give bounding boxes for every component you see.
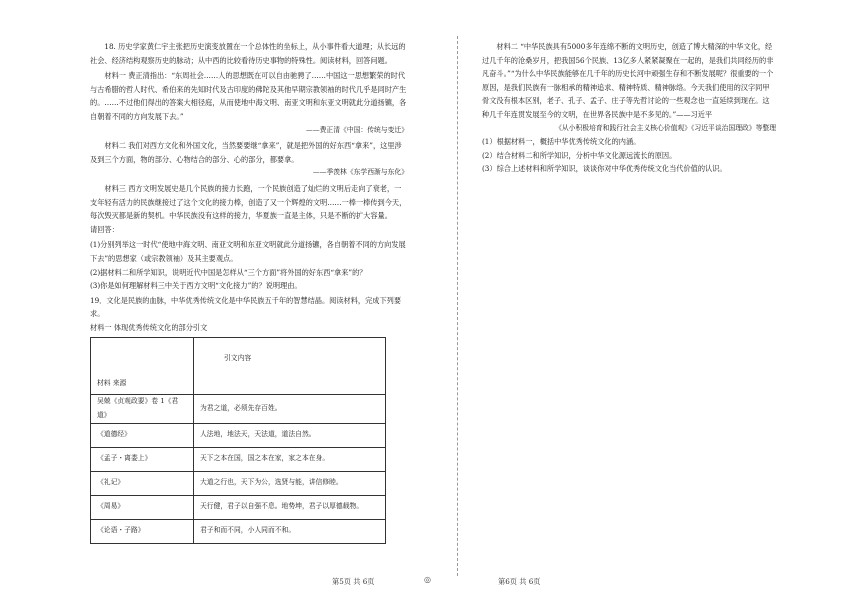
page-number-right: 第6页 共 6页 (498, 577, 541, 586)
q18-material-2-source: ——季羡林《东学西渐与东化》 (312, 168, 408, 177)
table-cell-source: 《论语・子路》 (91, 519, 194, 543)
q19-sub-question-2: (2）结合材料二和所学知识，分析中华文化源远流长的原因。 (482, 150, 677, 160)
table-cell-source: 《孟子・离娄上》 (91, 447, 194, 471)
table-cell-source: 《礼记》 (91, 471, 194, 495)
q18-material-1: 材料一 费正清指出：“东周社会……人的思想既在可以自由驰骋了……中国这一思想繁荣的时代与古希腊的哲人时代、希伯来的先知时代及古印度的佛陀及其他早期宗教领袖的时代几乎是同时产生的。……不过他们得出的答案大相径庭，从而使地中海文明、南亚文明和东亚文明就此分道扬镳，各自朝着不同的方向发展下去。” (90, 71, 407, 121)
page-number-left: 第5页 共 6页 (332, 577, 375, 586)
table-cell-content: 为君之道，必须先存百姓。 (194, 395, 386, 423)
left-column (90, 40, 408, 544)
table-row (91, 519, 386, 543)
q18-material-3: 材料三 西方文明发展史是几个民族的接力长跑，一个民族创造了灿烂的文明后走向了衰老，一支年轻有活力的民族继接过了这个文化的接力棒，创造了又一个辉煌的文明……一棒一棒传到今天，每次毁灭都是新的契机。中华民族没有这样的接力，华夏族一直是主体，只是不断的扩大容量。 (90, 183, 407, 221)
table-cell-content: 天下之本在国，国之本在家，家之本在身。 (194, 447, 386, 471)
q19-stem: 19．文化是民族的血脉，中华优秀传统文化是中华民族五千年的智慧结晶。阅读材料，完成下列要求。 (90, 295, 402, 319)
table-row (91, 447, 386, 471)
binding-hole-icon: ◎ (424, 575, 431, 584)
q19-material-1-title: 材料一 体现优秀传统文化的部分引文 (90, 322, 208, 332)
page-right (430, 0, 860, 608)
q18-material-2: 材料二 我们对西方文化和外国文化，当然要要继“拿来”，就是把外国的好东西“拿来”，这里涉及到三个方面，物的部分、心物结合的部分、心的部分，都要拿。 (90, 141, 402, 164)
table-row (91, 471, 386, 495)
table-cell-content: 大道之行也，天下为公，选贤与能，讲信修睦。 (194, 471, 386, 495)
right-column (482, 40, 776, 176)
table-row (91, 495, 386, 519)
q18-sub-question-3: (3)你是如何理解材料三中关于西方文明“文化接力”的？说明理由。 (90, 281, 302, 291)
q19-material-2-source: 《从小积极培育和践行社会主义核心价值观》《习近平谈治国理政》等整理 (555, 123, 776, 132)
quote-table (90, 337, 386, 543)
table-row (91, 395, 386, 423)
table-header-row (91, 338, 386, 395)
q19-sub-question-3: (3）综合上述材料和所学知识，谈谈你对中华优秀传统文化当代价值的认识。 (482, 164, 727, 174)
q18-material-1-source: ——费正清《中国：传统与变迁》 (306, 125, 408, 134)
table-row (91, 423, 386, 447)
q18-ask-label: 请回答： (90, 224, 119, 234)
q19-sub-question-1: (1）根据材料一，概括中华优秀传统文化的内涵。 (482, 137, 641, 147)
table-cell-source: 吴兢《贞观政要》卷 1《君道》 (91, 395, 194, 423)
table-cell-content: 天行健，君子以自强不息。地势坤，君子以厚德载物。 (194, 495, 386, 519)
q18-stem: 18. 历史学家黄仁宇主张把历史演变放置在一个总体性的坐标上，从小事件看大道理；从长远的社会、经济结构观察历史的脉动；从中西的比较看待历史事物的特殊性。阅读材料，回答问题。 (90, 42, 406, 65)
table-cell-source: 《周易》 (91, 495, 194, 519)
table-cell-content: 君子和而不同，小人同而不和。 (194, 519, 386, 543)
table-header-content: 引文内容 (194, 338, 386, 395)
table-cell-source: 《道德经》 (91, 423, 194, 447)
q19-material-2: 材料二 “中华民族具有5000多年连绵不断的文明历史，创造了博大精深的中华文化，经过几千年的沧桑岁月，把我国56个民族、13亿多人紧紧凝聚在一起的，是我们共同经历的非凡奋斗。”“为什么中华民族能够在几千年的历史长河中顽强生存和不断发展呢？很重要的一个原因，是我们民族有一脉相承的精神追求、精神特质、精神脉络。今天我们使用的汉字同甲骨文没有根本区别，老子、孔子、孟子、庄子等先哲讨论的一些观念也一直延续到现在。这种几千年连贯发展至今的文明，在世界各民族中是不多见的。”——习近平 (482, 42, 774, 119)
q18-sub-question-2: (2)据材料二和所学知识，说明近代中国是怎样从“三个方面”将外国的好东西“拿来”的？ (90, 267, 367, 277)
table-cell-content: 人法地，地法天，天法道，道法自然。 (194, 423, 386, 447)
table-header-source: 材料 来源 (91, 338, 194, 395)
q18-sub-question-1: (1)分别列举这一时代“使地中海文明、南亚文明和东亚文明就此分道扬镳，各自朝着不同的方向发展下去”的思想家（或宗教领袖）及其主要观点。 (90, 240, 406, 263)
